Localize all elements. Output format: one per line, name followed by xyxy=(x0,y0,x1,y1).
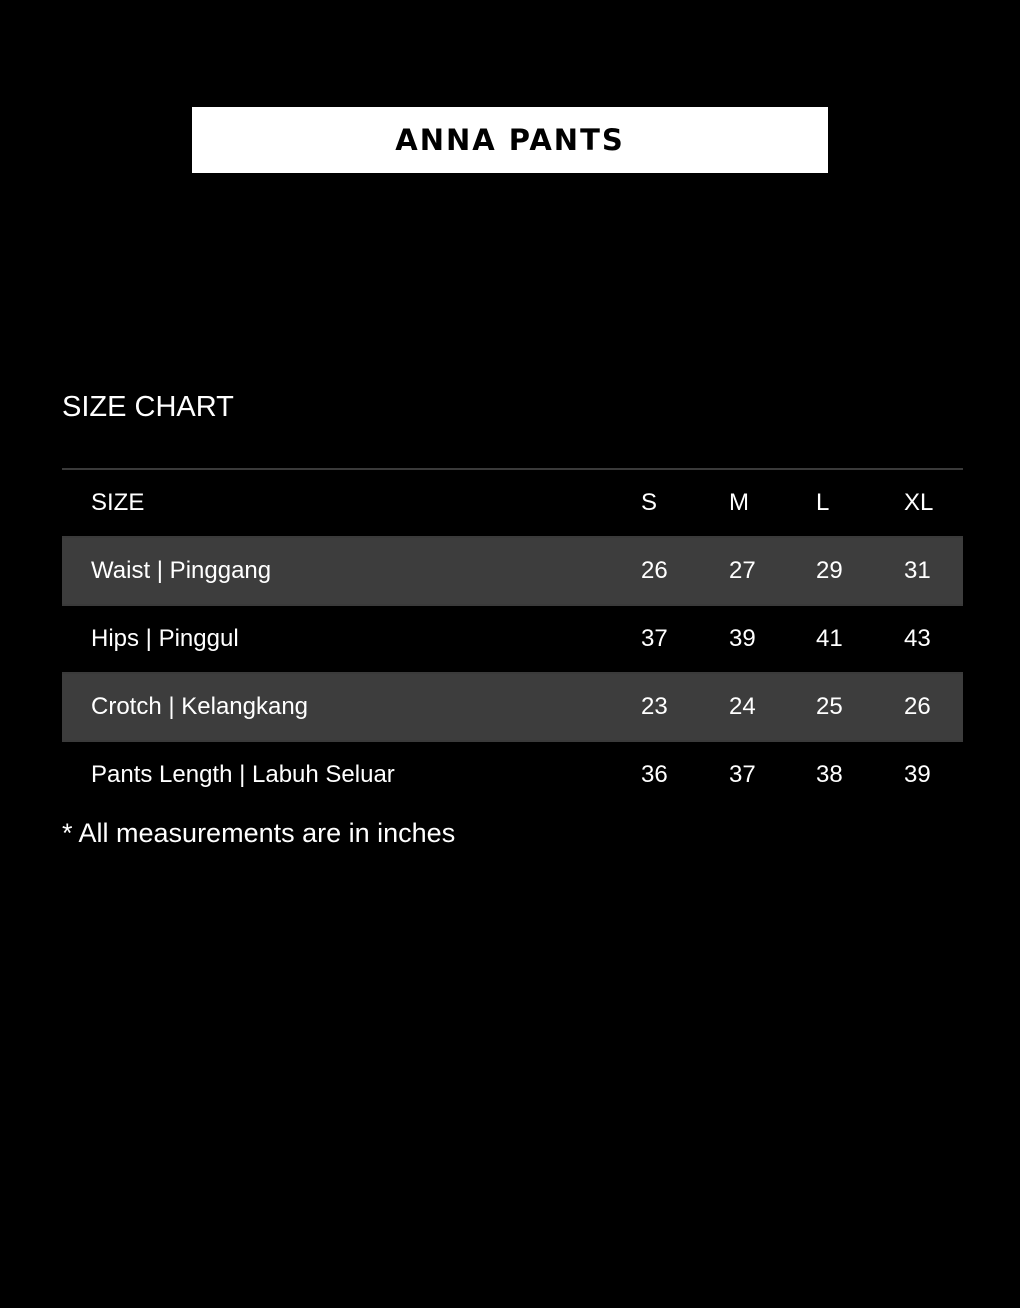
cell-value: 41 xyxy=(816,625,843,652)
product-title: ANNA PANTS xyxy=(395,122,625,157)
row-label: Hips | Pinggul xyxy=(91,625,239,652)
size-chart-heading: SIZE CHART xyxy=(62,391,234,423)
table-header-row xyxy=(62,469,963,537)
table-row xyxy=(62,605,963,673)
column-header-l: L xyxy=(816,489,830,516)
cell-value: 31 xyxy=(904,557,931,584)
column-header-m: M xyxy=(729,489,749,516)
table-row xyxy=(62,741,963,808)
cell-value: 25 xyxy=(816,693,843,720)
cell-value: 39 xyxy=(904,761,931,788)
size-chart-table xyxy=(62,468,963,808)
cell-value: 39 xyxy=(729,625,756,652)
column-header-s: S xyxy=(641,489,658,516)
measurement-footnote: * All measurements are in inches xyxy=(62,818,456,848)
cell-value: 36 xyxy=(641,761,668,788)
row-label: Waist | Pinggang xyxy=(91,557,272,584)
row-label: Pants Length | Labuh Seluar xyxy=(91,761,395,788)
table-row xyxy=(62,537,963,605)
cell-value: 26 xyxy=(904,693,931,720)
cell-value: 27 xyxy=(729,557,756,584)
cell-value: 43 xyxy=(904,625,931,652)
cell-value: 24 xyxy=(729,693,756,720)
cell-value: 29 xyxy=(816,557,843,584)
cell-value: 37 xyxy=(729,761,756,788)
cell-value: 23 xyxy=(641,693,668,720)
cell-value: 26 xyxy=(641,557,668,584)
title-banner xyxy=(192,107,828,173)
cell-value: 37 xyxy=(641,625,668,652)
column-header-size: SIZE xyxy=(91,489,145,516)
row-label: Crotch | Kelangkang xyxy=(91,693,309,720)
cell-value: 38 xyxy=(816,761,843,788)
column-header-xl: XL xyxy=(904,489,934,516)
table-row xyxy=(62,673,963,741)
